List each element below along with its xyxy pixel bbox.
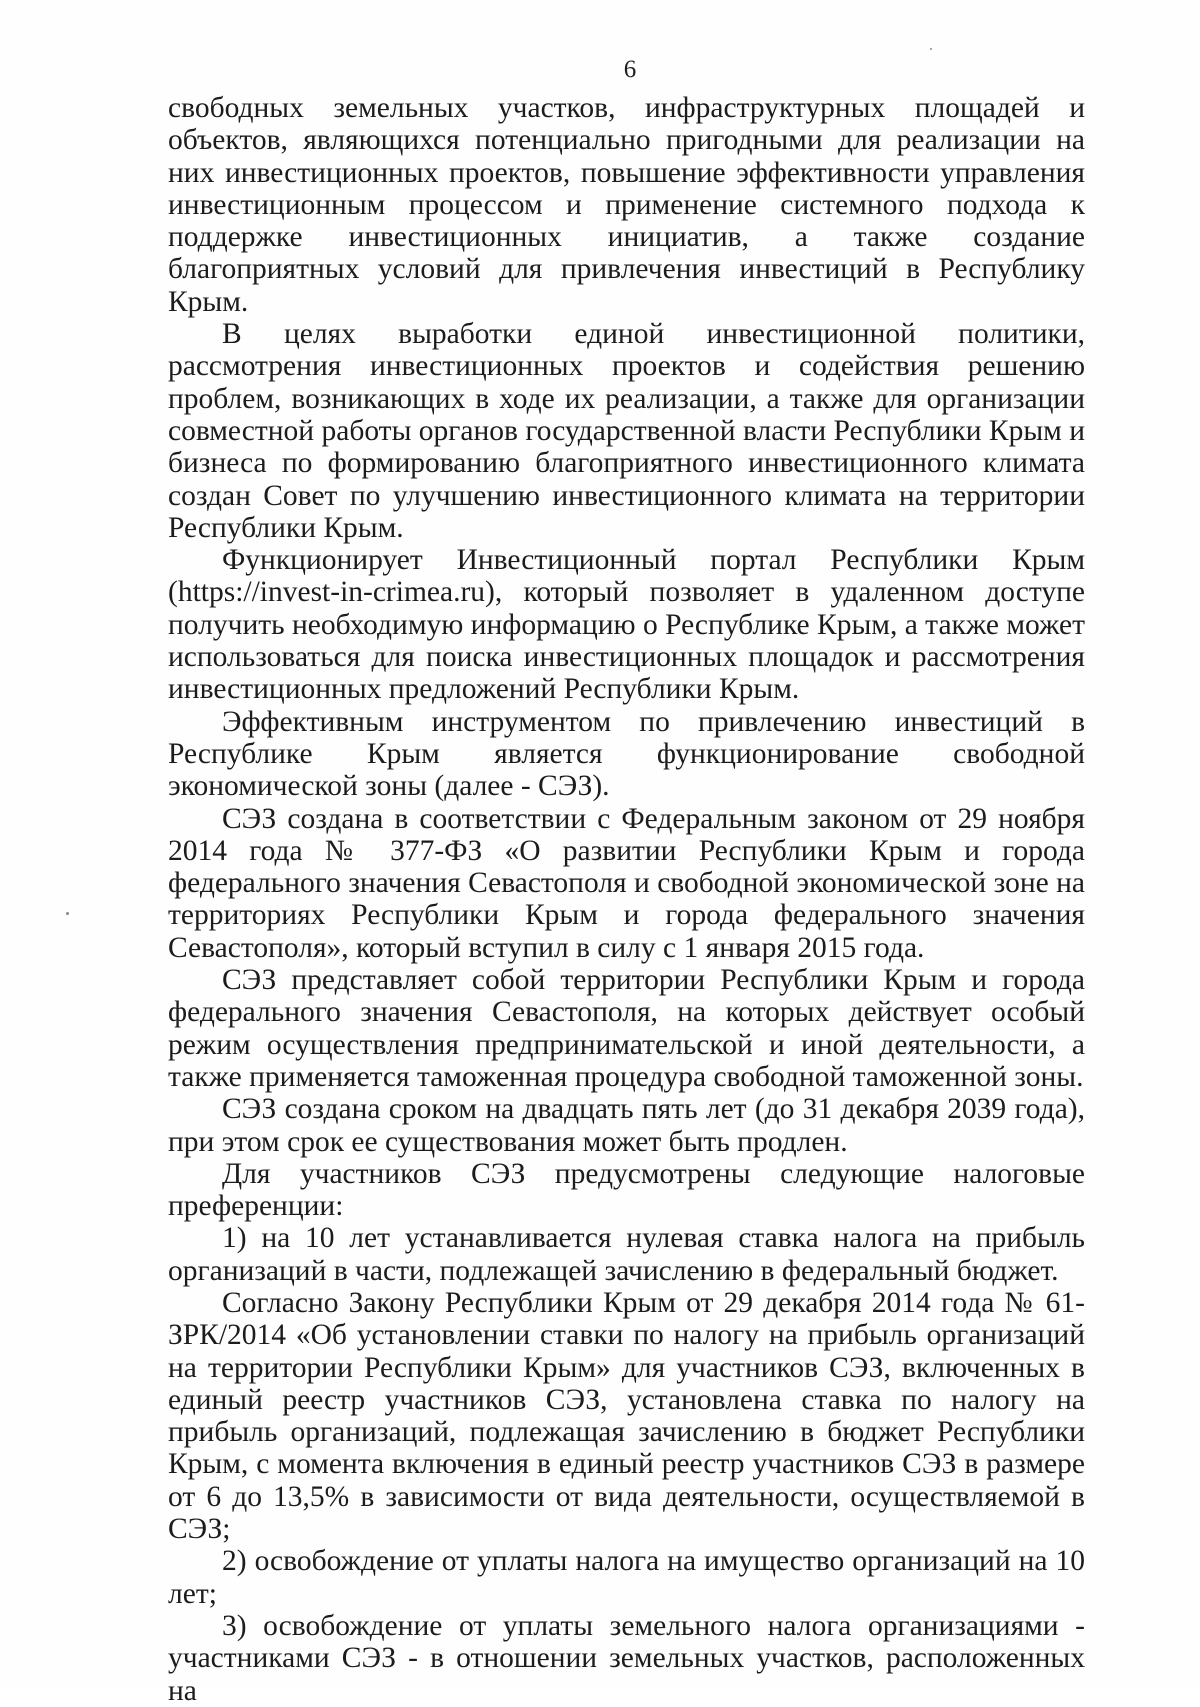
paragraph-8: Для участников СЭЗ предусмотрены следующие налоговые преференции: bbox=[168, 1157, 1085, 1223]
page-number: 6 bbox=[623, 56, 637, 83]
scan-speck bbox=[930, 48, 932, 50]
paragraph-10: Согласно Закону Республики Крым от 29 декабря 2014 года № 61-ЗРК/2014 «Об установлении ставки по налогу на прибыль организаций на территории Республики Крым» для участников СЭЗ, включенных в единый реестр участников СЭЗ, установлена ставка по налогу на прибыль организаций, подлежащая зачислению в бюджет Республики Крым, с момента включения в единый реестр участников СЭЗ в размере от 6 до 13,5% в зависимости от вида деятельности, осуществляемой в СЭЗ; bbox=[168, 1286, 1085, 1546]
paragraph-1: свободных земельных участков, инфраструктурных площадей и объектов, являющихся потенциально пригодными для реализации на них инвестиционных проектов, повышение эффективности управления инвестиционным процессом и применение системного подхода к поддержке инвестиционных инициатив, а также создание благоприятных условий для привлечения инвестиций в Республику Крым. bbox=[168, 92, 1085, 318]
document-body bbox=[168, 92, 1085, 1707]
paragraph-5: СЭЗ создана в соответствии с Федеральным законом от 29 ноября 2014 года № 377-ФЗ «О развитии Республики Крым и города федерального значения Севастополя и свободной экономической зоне на территориях Республики Крым и города федерального значения Севастополя», который вступил в силу с 1 января 2015 года. bbox=[168, 802, 1085, 964]
paragraph-7: СЭЗ создана сроком на двадцать пять лет (до 31 декабря 2039 года), при этом срок ее существования может быть продлен. bbox=[168, 1093, 1085, 1158]
paragraph-11: 2) освобождение от уплаты налога на имущество организаций на 10 лет; bbox=[168, 1545, 1085, 1610]
paragraph-3: Функционирует Инвестиционный портал Республики Крым (https://invest-in-crimea.ru), который позволяет в удаленном доступе получить необходимую информацию о Республике Крым, а также может использоваться для поиска инвестиционных площадок и рассмотрения инвестиционных предложений Республики Крым. bbox=[168, 544, 1085, 706]
paragraph-4: Эффективным инструментом по привлечению инвестиций в Республике Крым является функционирование свободной экономической зоны (далее - СЭЗ). bbox=[168, 705, 1085, 803]
paragraph-6: СЭЗ представляет собой территории Республики Крым и города федерального значения Севастополя, на которых действует особый режим осуществления предпринимательской и иной деятельности, а также применяется таможенная процедура свободной таможенной зоны. bbox=[168, 964, 1085, 1093]
paragraph-12: 3) освобождение от уплаты земельного налога организациями - участниками СЭЗ - в отношении земельных участков, расположенных на bbox=[168, 1609, 1085, 1707]
paragraph-9: 1) на 10 лет устанавливается нулевая ставка налога на прибыль организаций в части, подлежащей зачислению в федеральный бюджет. bbox=[168, 1222, 1085, 1287]
scan-speck bbox=[66, 912, 69, 915]
paragraph-2: В целях выработки единой инвестиционной политики, рассмотрения инвестиционных проектов и содействия решению проблем, возникающих в ходе их реализации, а также для организации совместной работы органов государственной власти Республики Крым и бизнеса по формированию благоприятного инвестиционного климата создан Совет по улучшению инвестиционного климата на территории Республики Крым. bbox=[168, 318, 1085, 544]
